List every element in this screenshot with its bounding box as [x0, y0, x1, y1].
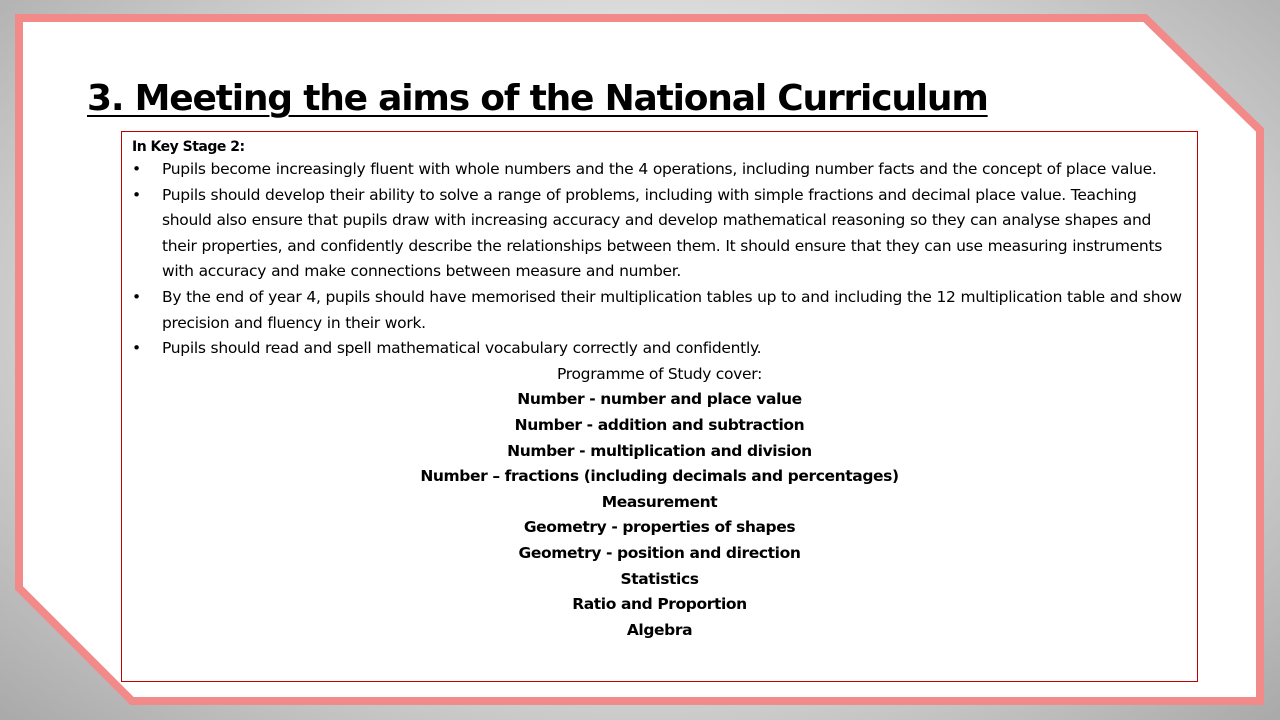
aim-text: Pupils should read and spell mathematical vocabulary correctly and confidently. — [162, 339, 762, 358]
aim-text: By the end of year 4, pupils should have memorised their multiplication tables up to and including the 12 multiplication table and show precision and fluency in their work. — [162, 287, 1182, 332]
programme-item: Number - addition and subtraction — [514, 415, 805, 434]
programme-item: Number - number and place value — [517, 390, 802, 409]
content-box — [121, 131, 1198, 682]
programme-item: Number – fractions (including decimals and percentages) — [420, 467, 899, 486]
programme-item: Geometry - properties of shapes — [523, 518, 796, 537]
aim-item — [132, 336, 1187, 362]
bullet-icon: • — [132, 287, 141, 306]
aim-item — [132, 285, 1187, 336]
programme-item: Statistics — [620, 569, 699, 588]
aim-text: Pupils become increasingly fluent with whole numbers and the 4 operations, including number facts and the concept of place value. — [162, 160, 1157, 178]
programme-item: Measurement — [601, 492, 718, 511]
programme-item: Number - multiplication and division — [507, 441, 812, 460]
programme-list — [132, 387, 1187, 643]
aim-text: Pupils should develop their ability to solve a range of problems, including with simple fractions and decimal place value. Teaching should also ensure that pupils draw with increasing accuracy and develop mathematical reasoning so they can analyse shapes and their properties, and confidently describe the relationships between them. It should ensure that they can use measuring instruments with accuracy and make connections between measure and number. — [162, 185, 1163, 281]
bullet-icon: • — [132, 185, 141, 204]
programme-item: Algebra — [626, 620, 693, 639]
aim-item — [132, 183, 1187, 285]
aims-list — [132, 157, 1187, 362]
aim-item — [132, 157, 1187, 183]
programme-intro: Programme of Study cover: — [556, 364, 763, 383]
programme-item: Ratio and Proportion — [572, 595, 747, 614]
programme-item: Geometry - position and direction — [518, 543, 801, 562]
slide-title: 3. Meeting the aims of the National Curriculum — [87, 78, 988, 119]
bullet-icon: • — [132, 160, 141, 178]
key-stage-heading: In Key Stage 2: — [132, 139, 245, 155]
bullet-icon: • — [132, 339, 141, 358]
